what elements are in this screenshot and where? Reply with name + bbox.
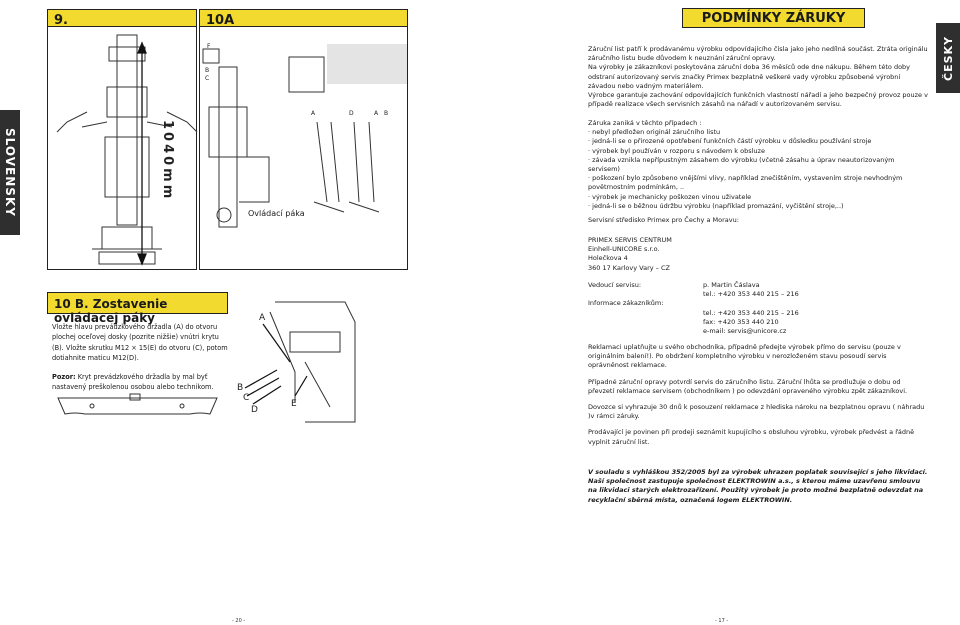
side-tab-label: SLOVENSKY [3, 128, 17, 217]
section-text-10b [52, 322, 228, 400]
side-tab-label: ČESKY [941, 35, 955, 81]
list-item: · jedná-li se o přirozené opotřebení funkčních částí výrobku v důsledku používání stroje [588, 137, 872, 146]
side-tab-slovensky [0, 110, 20, 235]
claims-paragraph: Prodávající je povinen při prodeji seznámit kupujícího s obsluhou výrobku, výrobek předvést a řádně vyplnit záruční list. [588, 428, 915, 446]
contact-row-customer-info [588, 299, 928, 336]
height-dimension-label: 1040mm [160, 120, 175, 202]
warning-text: Kryt prevádzkového držadla by mal byť nastavený preškolenou osobou alebo technikom. [52, 372, 214, 392]
page-title: PODMÍNKY ZÁRUKY [682, 8, 865, 28]
address-line: Holečkova 4 [588, 254, 628, 263]
contact-key: Informace zákazníkům: [588, 299, 664, 308]
contact-value [703, 281, 928, 299]
intro-paragraph: Záruční list patří k prodávanému výrobku odpovídajícího čísla jako jeho nedílná součást. Ztráta originálu záručního listu bude důvodem k neuznání záruční opravy. [588, 45, 928, 63]
side-tab-cesky [936, 23, 960, 93]
contact-line: fax: +420 353 440 210 [703, 317, 779, 326]
step-number-10a: 10A [199, 9, 408, 27]
page-number-left: - 20 - [232, 618, 246, 624]
list-item: · závada vznikla nepřípustným zásahem do výrobku (včetně zásahu a úprav neautorizovaným servisem) [588, 155, 895, 174]
recycling-notice [588, 468, 928, 505]
section-title-10b: 10 B. Zostavenie ovládacej páky [47, 292, 228, 314]
list-item: · poškození bylo způsobeno vnějšími vlivy, například znečištěním, vystavením stroje nevhodným povětrnostním podmínkám, .. [588, 174, 903, 192]
contact-key: Vedoucí servisu: [588, 281, 642, 289]
contact-line-blank [703, 299, 928, 308]
page-number-right: - 17 - [715, 618, 729, 624]
detail-label-e: E [291, 399, 297, 409]
list-item: · nebyl předložen originál záručního listu [588, 128, 721, 137]
fig-label-a-2: A [374, 110, 379, 117]
intro-paragraph: Výrobce garantuje zachování odpovídajících funkčních vlastností nářadí a jeho bezpečný provoz pouze v případě realizace všech servisních zásahů na nářadí v autorizovaném servisu. [588, 91, 928, 109]
contact-line: p. Martin Čáslava [703, 281, 760, 289]
service-address [588, 236, 928, 273]
address-line: 360 17 Karlovy Vary – CZ [588, 263, 670, 272]
fig-label-a-1: A [311, 110, 316, 117]
recycling-text: V souladu s vyhláškou 352/2005 byl za výrobek uhrazen poplatek související s jeho likvidací. Naší společnost zastupuje společnost ELEKTROWIN a.s., s kterou máme uzavřenu smlouvu na likvidaci starých elektrozařízení. Použitý výrobek je proto možné bezplatně odevzdat na recyklační sběrná místa, označená logem ELEKTROWIN. [588, 468, 928, 504]
warning-label: Pozor: [52, 372, 76, 381]
contact-row-manager [588, 281, 928, 299]
section-instructions: Vložte hlavu prevádzkového držadla (A) do otvoru plochej oceľovej dosky (pozrite nižšie) vnútri krytu (B). Vložte skrutku M12 × 15(E) do otvoru (C), potom dotiahnite maticu M12(D). [52, 323, 228, 363]
claims-info [588, 343, 928, 454]
contact-email[interactable]: e-mail: servis@unicore.cz [703, 327, 787, 335]
warranty-intro [588, 45, 928, 109]
claims-paragraph: Případné záruční opravy potvrdí servis do záručního listu. Záruční lhůta se prodlužuje o dobu od převzetí reklamace servisem (obchodníkem ) po odevzdání opraveného výrobku zpět zákazníkovi. [588, 377, 908, 395]
address-line: PRIMEX SERVIS CENTRUM [588, 236, 672, 244]
figure-caption: Ovládací páka [248, 209, 305, 218]
contact-line: tel.: +420 353 440 215 – 216 [703, 308, 799, 317]
handle-drawing [50, 392, 225, 422]
detail-label-c: C [243, 393, 250, 403]
step-number-9: 9. [47, 9, 197, 27]
service-contacts [588, 281, 928, 336]
warranty-void-list [588, 119, 928, 211]
detail-label-b: B [237, 383, 244, 393]
list-item: · výrobek byl používán v rozporu s návodem k obsluze [588, 146, 765, 155]
address-line: Einhell-UNICORE s.r.o. [588, 245, 660, 254]
void-heading: Záruka zaniká v těchto případech : [588, 119, 702, 127]
detail-label-a: A [259, 313, 266, 323]
assembly-detail-figure [235, 292, 365, 427]
fig-label-c: C [205, 75, 210, 82]
fig-label-b: B [205, 67, 210, 74]
claims-paragraph: Reklamaci uplatňujte u svého obchodníka, případně předejte výrobek přímo do servisu (pouze v originálním balení!). Po obdržení kompletního výrobku v nerozloženém stavu posoudí servis oprávněnost reklamace. [588, 343, 901, 370]
contact-line: tel.: +420 353 440 215 – 216 [703, 290, 799, 299]
list-item: · výrobek je mechanicky poškozen vinou uživatele [588, 192, 752, 201]
fig-label-d-1: D [349, 110, 354, 117]
claims-paragraph: Dovozce si vyhrazuje 30 dnů k posouzení reklamace z hlediska nároku na bezplatnou opravu ( náhradu )v rámci záruky. [588, 403, 925, 421]
detail-label-d: D [251, 405, 258, 415]
intro-paragraph: Na výrobky je zákazníkovi poskytována záruční doba 36 měsíců ode dne nákupu. Během této doby odstraní autorizovaný servis značky Primex bezplatně veškeré vady výrobku způsobené výrobní závadou nebo vadným materiálem. [588, 63, 911, 90]
warning-paragraph [52, 372, 228, 393]
service-center-heading: Servisní středisko Primex pro Čechy a Moravu: [588, 216, 739, 224]
fig-label-f: F [207, 43, 211, 50]
contact-value [703, 299, 928, 336]
fig-label-b-2: B [384, 110, 389, 117]
list-item: · jedná-li se o běžnou údržbu výrobku (například promazání, vyčištění stroje,..) [588, 201, 844, 210]
control-handle-figure [199, 27, 408, 270]
